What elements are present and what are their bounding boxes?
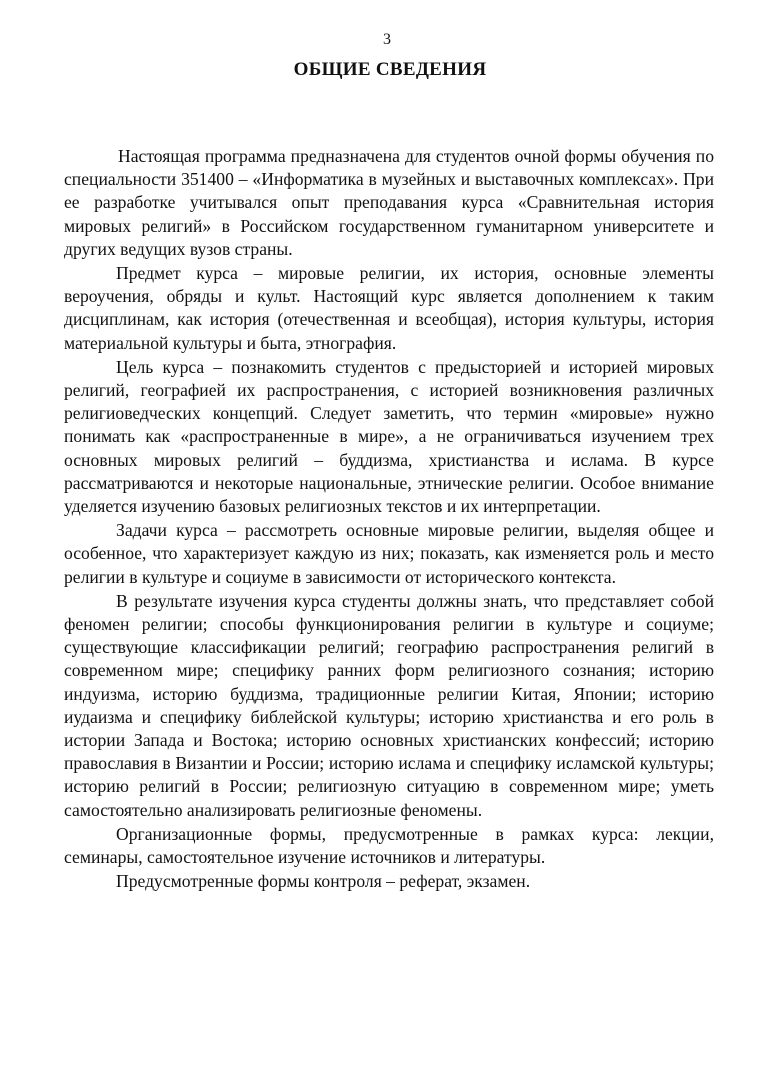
body-text <box>64 145 714 895</box>
paragraph-outcomes: В результате изучения курса студенты должны знать, что представляет собой феномен религии; способы функционирования религии в культуре и социуме; существующие классификации религий; географию распространения религий в современном мире; специфику ранних форм религиозного сознания; историю индуизма, историю буддизма, традиционные религии Китая, Японии; историю иудаизма и специфику библейской культуры; историю христианства и его роль в истории Запада и Востока; историю основных христианских конфессий; историю православия в Византии и России; историю ислама и специфику исламской культуры; историю религий в России; религиозную ситуацию в современном мире; уметь самостоятельно анализировать религиозные феномены. <box>64 590 714 820</box>
paragraph-intro: Настоящая программа предназначена для студентов очной формы обучения по специальности 351400 – «Информатика в музейных и выставочных комплексах». При ее разработке учитывался опыт преподавания курса «Сравнительная история мировых религий» в Российском государственном гуманитарном университете и других ведущих вузов страны. <box>64 146 714 259</box>
paragraph-goal: Цель курса – познакомить студентов с предысторией и историей мировых религий, географией их распространения, с историей возникновения различных религиоведческих концепций. Следует заметить, что термин «мировые» нужно понимать как «распространенные в мире», а не ограничиваться изучением трех основных мировых религий – буддизма, христианства и ислама. В курсе рассматриваются и некоторые национальные, этнические религии. Особое внимание уделяется изучению базовых религиозных текстов и их интерпретации. <box>64 356 714 517</box>
section-title: ОБЩИЕ СВЕДЕНИЯ <box>293 59 487 80</box>
paragraph-forms: Организационные формы, предусмотренные в рамках курса: лекции, семинары, самостоятельное изучение источников и литературы. <box>64 823 714 868</box>
paragraph-tasks: Задачи курса – рассмотреть основные мировые религии, выделяя общее и особенное, что характеризует каждую из них; показать, как изменяется роль и место религии в культуре и социуме в зависимости от исторического контекста. <box>64 520 714 587</box>
paragraph-subject: Предмет курса – мировые религии, их история, основные элементы вероучения, обряды и культ. Настоящий курс является дополнением к таким дисциплинам, как история (отечественная и всеобщая), история культуры, история материальной культуры и быта, этнография. <box>64 263 714 353</box>
page-number: 3 <box>383 31 391 48</box>
paragraph-control: Предусмотренные формы контроля – реферат, экзамен. <box>116 871 531 892</box>
